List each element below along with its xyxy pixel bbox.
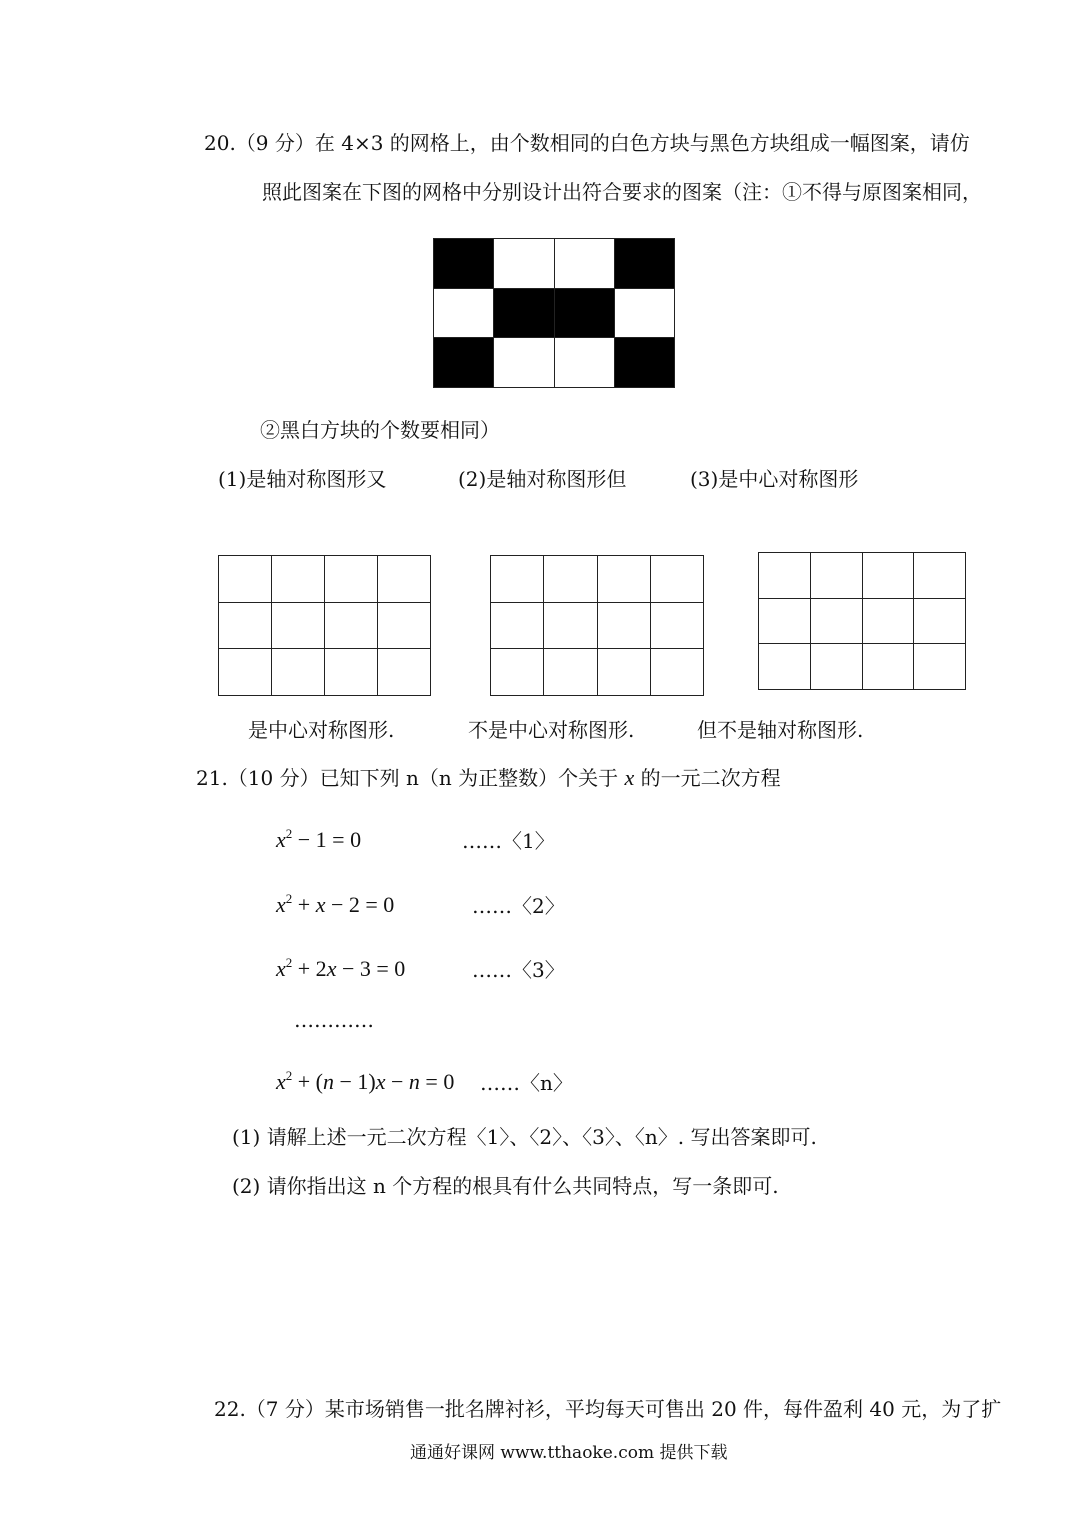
equation-1: $x^2 - 1 = 0$ <box>276 826 362 852</box>
equation-3-label: ……〈3〉 <box>472 958 565 982</box>
q21-intro-text-a: 21.（10 分）已知下列 n（n 为正整数）个关于 <box>196 766 619 790</box>
grid-cell[interactable] <box>650 602 703 649</box>
white-cell <box>614 288 674 338</box>
equation-3: $x^2 + 2x - 3 = 0$ <box>276 955 406 981</box>
grid-cell[interactable] <box>759 553 811 599</box>
option-2-label: (2)是轴对称图形但 <box>458 467 627 491</box>
grid-cell[interactable] <box>544 602 597 649</box>
equation-1-label: ……〈1〉 <box>462 829 555 853</box>
grid-cell[interactable] <box>272 602 325 649</box>
equation-n: $x^2 + (n - 1)x - n = 0$ <box>276 1068 455 1094</box>
black-cell <box>434 338 494 388</box>
grid-cell[interactable] <box>378 649 431 696</box>
grid-cell[interactable] <box>219 602 272 649</box>
black-cell <box>434 239 494 289</box>
answer-grid-3[interactable] <box>758 552 966 690</box>
option-3-label: (3)是中心对称图形 <box>690 467 859 491</box>
grid-cell[interactable] <box>759 644 811 690</box>
grid-cell[interactable] <box>650 556 703 603</box>
grid-cell[interactable] <box>914 598 966 644</box>
grid-cell[interactable] <box>378 602 431 649</box>
grid-cell[interactable] <box>810 644 862 690</box>
black-cell <box>614 239 674 289</box>
grid-cell[interactable] <box>544 649 597 696</box>
grid-cell[interactable] <box>378 556 431 603</box>
q21-intro-variable: x <box>624 765 635 790</box>
grid-cell[interactable] <box>272 556 325 603</box>
grid-cell[interactable] <box>219 649 272 696</box>
answer-grid-2[interactable] <box>490 555 704 696</box>
answer-grid-1[interactable] <box>218 555 431 696</box>
grid-cell[interactable] <box>759 598 811 644</box>
q20-line-1: 20.（9 分）在 4×3 的网格上，由个数相同的白色方块与黑色方块组成一幅图案，请仿 <box>204 131 970 155</box>
grid-cell[interactable] <box>491 649 544 696</box>
grid-cell[interactable] <box>491 602 544 649</box>
grid-cell[interactable] <box>272 649 325 696</box>
option-1-label: (1)是轴对称图形又 <box>218 467 387 491</box>
q20-line-3: ②黑白方块的个数要相同） <box>260 418 500 442</box>
q22-line-1: 22.（7 分）某市场销售一批名牌衬衫，平均每天可售出 20 件，每件盈利 40 元，为了扩 <box>214 1397 1002 1421</box>
equation-2: $x^2 + x - 2 = 0$ <box>276 891 395 917</box>
grid-cell[interactable] <box>914 553 966 599</box>
q21-part-2: (2) 请你指出这 n 个方程的根具有什么共同特点，写一条即可. <box>232 1174 779 1198</box>
equation-ellipsis: ………… <box>294 1008 374 1032</box>
grid-cell[interactable] <box>544 556 597 603</box>
white-cell <box>494 338 554 388</box>
grid-cell[interactable] <box>491 556 544 603</box>
white-cell <box>554 239 614 289</box>
grid-cell[interactable] <box>914 644 966 690</box>
grid-cell[interactable] <box>650 649 703 696</box>
q21-part-1: (1) 请解上述一元二次方程〈1〉、〈2〉、〈3〉、〈n〉. 写出答案即可. <box>232 1125 817 1149</box>
grid-cell[interactable] <box>597 602 650 649</box>
option-2-continuation: 不是中心对称图形. <box>468 718 635 742</box>
grid-cell[interactable] <box>325 556 378 603</box>
grid-cell[interactable] <box>597 556 650 603</box>
grid-cell[interactable] <box>862 553 914 599</box>
grid-cell[interactable] <box>862 644 914 690</box>
example-pattern-grid <box>433 238 675 388</box>
equation-2-label: ……〈2〉 <box>472 894 565 918</box>
white-cell <box>554 338 614 388</box>
grid-cell[interactable] <box>862 598 914 644</box>
q20-line-2: 照此图案在下图的网格中分别设计出符合要求的图案（注：①不得与原图案相同， <box>262 180 982 204</box>
grid-cell[interactable] <box>810 553 862 599</box>
white-cell <box>434 288 494 338</box>
black-cell <box>614 338 674 388</box>
grid-cell[interactable] <box>325 602 378 649</box>
page-footer: 通通好课网 www.tthaoke.com 提供下载 <box>410 1443 728 1463</box>
equation-n-label: ……〈n〉 <box>480 1071 573 1095</box>
q21-intro <box>196 766 781 790</box>
black-cell <box>554 288 614 338</box>
grid-cell[interactable] <box>219 556 272 603</box>
q21-intro-text-b: 的一元二次方程 <box>640 766 781 790</box>
option-1-continuation: 是中心对称图形. <box>248 718 395 742</box>
option-3-continuation: 但不是轴对称图形. <box>697 718 864 742</box>
black-cell <box>494 288 554 338</box>
grid-cell[interactable] <box>325 649 378 696</box>
grid-cell[interactable] <box>810 598 862 644</box>
grid-cell[interactable] <box>597 649 650 696</box>
white-cell <box>494 239 554 289</box>
